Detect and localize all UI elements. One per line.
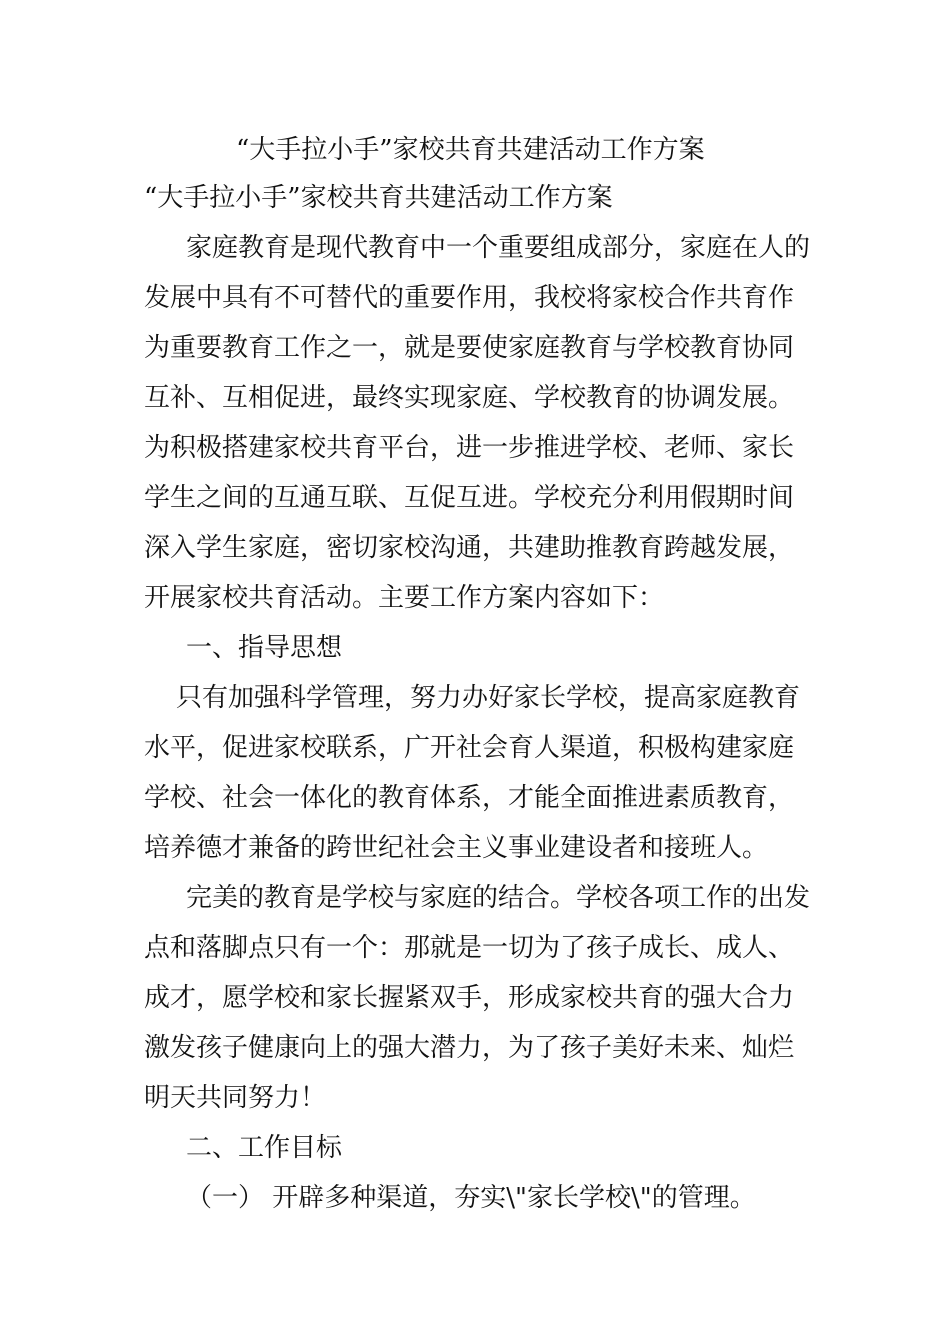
paragraph-line: 发展中具有不可替代的重要作用，我校将家校合作共育作 xyxy=(144,283,795,313)
paragraph-line: 为积极搭建家校共育平台，进一步推进学校、老师、家长 xyxy=(144,433,795,463)
subsection-heading: （一） 开辟多种渠道，夯实\"家长学校\"的管理。 xyxy=(186,1183,756,1213)
paragraph-line: 培养德才兼备的跨世纪社会主义事业建设者和接班人。 xyxy=(144,833,769,863)
paragraph-line: 互补、互相促进，最终实现家庭、学校教育的协调发展。 xyxy=(144,383,795,413)
paragraph-line: 只有加强科学管理，努力办好家长学校，提高家庭教育 xyxy=(176,683,801,713)
paragraph-line: 深入学生家庭，密切家校沟通，共建助推教育跨越发展， xyxy=(144,533,795,563)
paragraph-line: 家庭教育是现代教育中一个重要组成部分，家庭在人的 xyxy=(186,233,811,263)
document-subtitle: “大手拉小手”家校共育共建活动工作方案 xyxy=(144,183,613,213)
section-heading: 二、工作目标 xyxy=(186,1133,343,1163)
section-heading: 一、指导思想 xyxy=(186,633,343,663)
paragraph-line: 点和落脚点只有一个：那就是一切为了孩子成长、成人、 xyxy=(144,933,795,963)
paragraph-line: 开展家校共育活动。主要工作方案内容如下： xyxy=(144,583,665,613)
paragraph-line: 学校、社会一体化的教育体系，才能全面推进素质教育， xyxy=(144,783,795,813)
paragraph-line: 完美的教育是学校与家庭的结合。学校各项工作的出发 xyxy=(186,883,811,913)
paragraph-line: 学生之间的互通互联、互促互进。学校充分利用假期时间 xyxy=(144,483,795,513)
paragraph-line: 水平，促进家校联系，广开社会育人渠道，积极构建家庭 xyxy=(144,733,795,763)
paragraph-line: 激发孩子健康向上的强大潜力，为了孩子美好未来、灿烂 xyxy=(144,1033,795,1063)
paragraph-line: 为重要教育工作之一，就是要使家庭教育与学校教育协同 xyxy=(144,333,795,363)
paragraph-line: 明天共同努力！ xyxy=(144,1083,327,1113)
document-title: “大手拉小手”家校共育共建活动工作方案 xyxy=(236,135,705,165)
paragraph-line: 成才，愿学校和家长握紧双手，形成家校共育的强大合力 xyxy=(144,983,795,1013)
